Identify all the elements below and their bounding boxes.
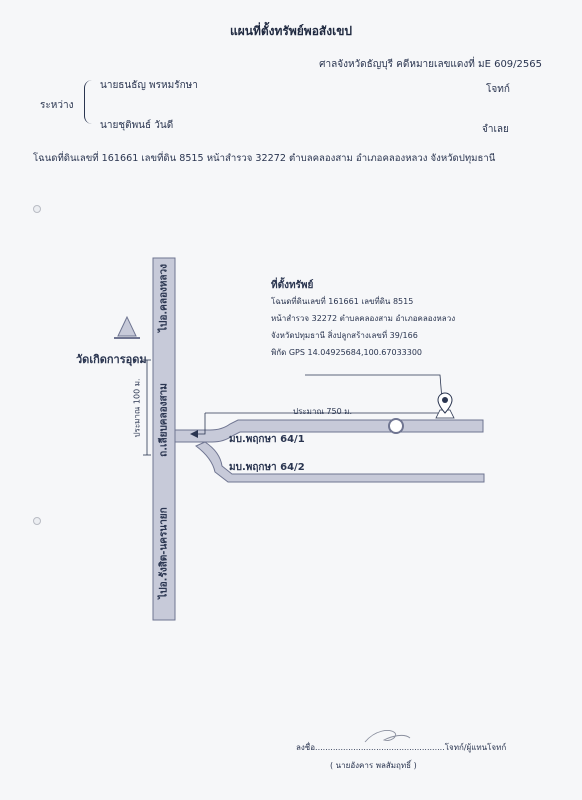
- distance-100m-label: ประมาณ 100 ม.: [132, 378, 142, 438]
- main-road-label: ถ.เลียบคลองสาม: [158, 383, 170, 457]
- plaintiff-role: โจทก์: [486, 84, 510, 95]
- soi-64-1-label: มบ.พฤกษา 64/1: [229, 434, 305, 445]
- property-heading: ที่ตั้งทรัพย์: [271, 280, 314, 291]
- signature-dots: ...................................................: [315, 743, 445, 752]
- signer-name: ( นายอังคาร พลสัมฤทธิ์ ): [330, 761, 417, 770]
- between-label: ระหว่าง: [40, 100, 74, 111]
- plaintiff-name: นายธนธัญ พรหมรักษา: [100, 80, 198, 91]
- signature-line: [296, 741, 506, 754]
- deed-description: โฉนดที่ดินเลขที่ 161661 เลขที่ดิน 8515 หน้าสำรวจ 32272 ตำบลคลองสาม อำเภอคลองหลวง จังหวัดปทุมธานี: [33, 153, 496, 164]
- road-to-rangsit-label: ไปอ.รังสิต-นครนายก: [158, 507, 170, 599]
- sign-label: ลงชื่อ: [296, 743, 316, 752]
- property-line-3: จังหวัดปทุมธานี สิ่งปลูกสร้างเลขที่ 39/166: [271, 331, 418, 340]
- temple-label: วัดเกิดการอุดม: [76, 353, 147, 366]
- signer-role: โจทก์/ผู้แทนโจทก์: [444, 743, 507, 752]
- property-line-2: หน้าสำรวจ 32272 ตำบลคลองสาม อำเภอคลองหลวง: [271, 314, 456, 323]
- page-title: แผนที่ตั้งทรัพย์พอสังเขป: [229, 24, 353, 38]
- distance-750m-label: ประมาณ 750 ม.: [293, 407, 353, 416]
- court-case-line: ศาลจังหวัดธัญบุรี คดีหมายเลขแดงที่ มE 609/2565: [319, 59, 542, 70]
- property-line-1: โฉนดที่ดินเลขที่ 161661 เลขที่ดิน 8515: [271, 297, 414, 306]
- soi-64-2-label: มบ.พฤกษา 64/2: [229, 462, 305, 473]
- property-line-4: พิกัด GPS 14.04925684,100.67033300: [271, 348, 423, 357]
- road-to-khlong-luang-label: ไปอ.คลองหลวง: [158, 263, 170, 333]
- defendant-name: นายชุติพนธ์ วันดี: [100, 120, 174, 131]
- defendant-role: จำเลย: [482, 124, 509, 135]
